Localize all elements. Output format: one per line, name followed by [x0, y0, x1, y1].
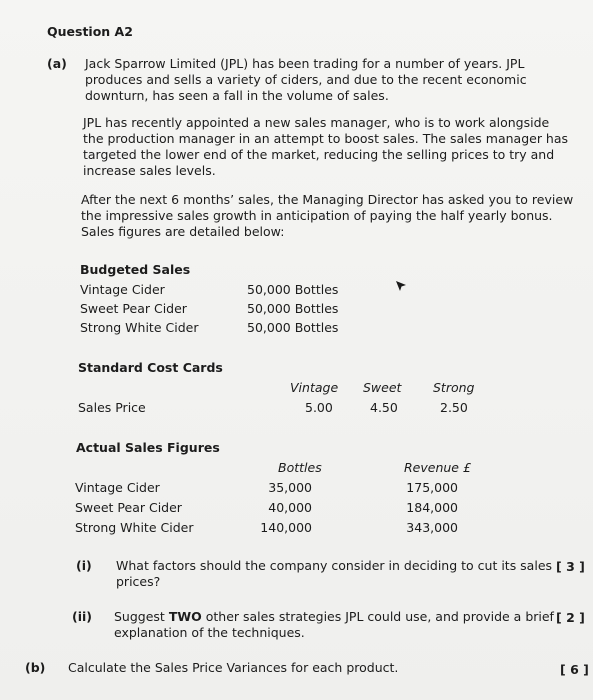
- sub-question-line: prices?: [116, 574, 161, 589]
- intro-paragraph: [85, 56, 527, 104]
- actual-revenue: 175,000: [406, 480, 458, 495]
- marks-badge: [ 3 ]: [556, 559, 585, 574]
- para3-line: Sales figures are detailed below:: [81, 224, 285, 239]
- sub-question-text: [114, 609, 554, 641]
- actual-product: Vintage Cider: [75, 480, 160, 495]
- actual-bottles: 40,000: [268, 500, 312, 515]
- marks-badge: [ 2 ]: [556, 610, 585, 625]
- budgeted-qty: 50,000 Bottles: [247, 320, 339, 335]
- sales-price-strong: 2.50: [440, 400, 468, 415]
- actual-revenue: 184,000: [406, 500, 458, 515]
- sales-price-sweet: 4.50: [370, 400, 398, 415]
- budgeted-qty: 50,000 Bottles: [247, 282, 339, 297]
- marks-badge: [ 6 ]: [560, 662, 589, 677]
- mouse-pointer-icon: [395, 280, 407, 292]
- budgeted-product: Strong White Cider: [80, 320, 199, 335]
- sub-question-label: (i): [76, 558, 92, 573]
- actual-col-bottles: Bottles: [278, 460, 322, 475]
- cost-col-sweet: Sweet: [363, 380, 402, 395]
- sub-question-text: [116, 558, 552, 590]
- budgeted-sales-heading: Budgeted Sales: [80, 262, 191, 277]
- budgeted-qty: 50,000 Bottles: [247, 301, 339, 316]
- para2-line: JPL has recently appointed a new sales manager, who is to work alongside: [83, 115, 550, 130]
- actual-bottles: 35,000: [268, 480, 312, 495]
- budgeted-product: Sweet Pear Cider: [80, 301, 187, 316]
- para3-line: After the next 6 months’ sales, the Managing Director has asked you to review: [81, 192, 574, 207]
- cost-col-strong: Strong: [433, 380, 475, 395]
- part-b-text: Calculate the Sales Price Variances for each product.: [68, 660, 399, 675]
- para3-line: the impressive sales growth in anticipation of paying the half yearly bonus.: [81, 208, 553, 223]
- paragraph-3: [81, 192, 573, 240]
- actual-bottles: 140,000: [260, 520, 312, 535]
- part-b-label: (b): [25, 660, 46, 675]
- question-title: Question A2: [47, 24, 133, 39]
- para2-line: the production manager in an attempt to boost sales. The sales manager has: [83, 131, 569, 146]
- actual-sales-heading: Actual Sales Figures: [76, 440, 220, 455]
- sub-question-line: explanation of the techniques.: [114, 625, 305, 640]
- actual-col-revenue: Revenue £: [404, 460, 471, 475]
- sales-price-label: Sales Price: [78, 400, 146, 415]
- intro-line: Jack Sparrow Limited (JPL) has been trading for a number of years. JPL: [85, 56, 525, 71]
- actual-product: Strong White Cider: [75, 520, 194, 535]
- para2-line: targeted the lower end of the market, reducing the selling prices to try and: [83, 147, 555, 162]
- actual-revenue: 343,000: [406, 520, 458, 535]
- intro-line: produces and sells a variety of ciders, and due to the recent economic: [85, 72, 527, 87]
- paragraph-2: [83, 115, 568, 179]
- intro-line: downturn, has seen a fall in the volume of sales.: [85, 88, 389, 103]
- standard-cost-heading: Standard Cost Cards: [78, 360, 223, 375]
- para2-line: increase sales levels.: [83, 163, 216, 178]
- sub-question-line: Suggest TWO other sales strategies JPL could use, and provide a brief: [114, 609, 554, 624]
- sales-price-vintage: 5.00: [305, 400, 333, 415]
- actual-product: Sweet Pear Cider: [75, 500, 182, 515]
- part-a-label: (a): [47, 56, 67, 71]
- sub-question-line: What factors should the company consider in deciding to cut its sales: [116, 558, 553, 573]
- cost-col-vintage: Vintage: [290, 380, 339, 395]
- budgeted-product: Vintage Cider: [80, 282, 165, 297]
- sub-question-label: (ii): [72, 609, 92, 624]
